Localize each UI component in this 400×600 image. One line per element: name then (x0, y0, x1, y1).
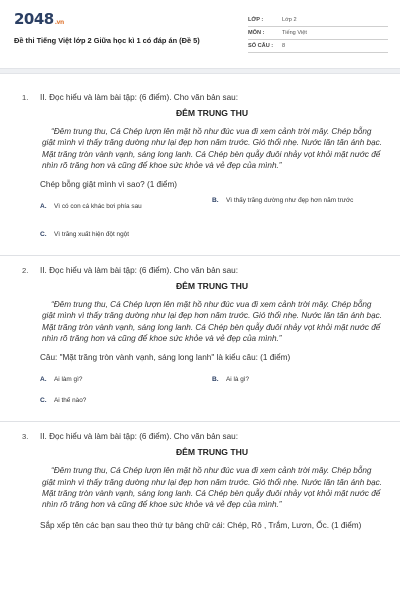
option-c[interactable] (40, 397, 200, 406)
meta-row-subject (248, 27, 388, 40)
question-prompt: Chép bỗng giật mình vì sao? (1 điểm) (40, 180, 177, 190)
option-a[interactable] (40, 376, 200, 385)
answer-options (40, 370, 384, 408)
meta-row-question-count (248, 40, 388, 53)
option-b[interactable] (212, 376, 362, 385)
passage-title: ĐÊM TRUNG THU (175, 281, 249, 292)
question-number: 2. (22, 266, 29, 276)
option-text: Vì thấy trăng dường như đẹp hơn năm trước (226, 197, 354, 205)
exam-meta-table (248, 14, 388, 53)
option-a[interactable] (40, 203, 200, 212)
passage-text: “Đêm trung thu, Cá Chép lượn lên mặt hồ như đúc vua đi xem cảnh trời mây. Chép bỗng giật mình vì thấy trăng dường như lại đẹp hơn năm trước. Gió thổi nhẹ. Nước lăn tăn ánh bạc. Mặt trăng tròn vành vạnh, sáng long lanh. Cá Chép bèn quẫy đuôi nhảy vọt khỏi mặt nước để nhìn rõ trăng hơn và cũng để khoe sức khỏe và vẻ đẹp của mình.” (42, 300, 383, 344)
question-prompt: Câu: "Mặt trăng tròn vành vạnh, sáng long lanh" là kiểu câu: (1 điểm) (40, 353, 291, 363)
option-text: Vì trăng xuất hiện đột ngột (54, 231, 129, 239)
question-number: 3. (22, 432, 29, 442)
meta-key: SỐ CÂU : (248, 43, 274, 49)
passage-title: ĐÊM TRUNG THU (175, 447, 249, 458)
question-separator (0, 421, 400, 422)
answer-options (40, 197, 384, 243)
option-c[interactable] (40, 231, 240, 240)
document-title: Đề thi Tiếng Việt lớp 2 Giữa học kì 1 có đáp án (Đề 5) (14, 36, 200, 45)
question-2 (0, 266, 400, 408)
meta-key: MÔN : (248, 30, 265, 36)
option-text: Ai thế nào? (54, 397, 87, 405)
option-text: Ai là gì? (226, 376, 250, 384)
passage-title: ĐÊM TRUNG THU (175, 108, 249, 118)
option-letter: B. (212, 197, 219, 205)
option-text: Vì có con cá khác bơi phía sau (54, 203, 142, 211)
meta-value: Tiếng Việt (282, 30, 307, 36)
logo-text: 2048 (14, 10, 54, 28)
passage-text: “Đêm trung thu, Cá Chép lượn lên mặt hồ như đúc vua đi xem cảnh trời mây. Chép bỗng giật mình vì thấy trăng dường như lại đẹp hơn năm trước. Gió thổi nhẹ. Nước lăn tăn ánh bạc. Mặt trăng tròn vành vạnh, sáng long lanh. Cá Chép bèn quẫy đuôi nhảy vọt khỏi mặt nước để nhìn rõ trăng hơn và cũng để khoe sức khỏe và vẻ đẹp của mình.” (42, 466, 383, 510)
option-text: Ai làm gì? (54, 376, 83, 384)
meta-value: Lớp 2 (282, 17, 297, 23)
option-b[interactable] (212, 197, 362, 206)
meta-key: LỚP : (248, 17, 264, 23)
question-prompt: Sắp xếp tên các bạn sau theo thứ tự bảng chữ cái: Chép, Rô , Trắm, Lươn, Ốc. (1 điểm) (40, 520, 362, 530)
option-letter: A. (40, 376, 47, 384)
question-separator (0, 255, 400, 256)
question-heading: II. Đọc hiểu và làm bài tập: (6 điểm). Cho văn bản sau: (40, 266, 238, 276)
question-1 (0, 93, 400, 243)
meta-value: 8 (282, 43, 286, 49)
option-letter: A. (40, 203, 47, 211)
page-header (0, 0, 400, 68)
option-letter: B. (212, 376, 219, 384)
logo-tld: .vn (54, 19, 64, 26)
option-letter: C. (40, 397, 47, 405)
header-divider (0, 68, 400, 74)
option-letter: C. (40, 231, 47, 239)
question-heading: II. Đọc hiểu và làm bài tập: (6 điểm). Cho văn bản sau: (40, 93, 238, 102)
question-heading: II. Đọc hiểu và làm bài tập: (6 điểm). Cho văn bản sau: (40, 432, 238, 442)
passage-text: “Đêm trung thu, Cá Chép lượn lên mặt hồ như đúc vua đi xem cảnh trời mây. Chép bỗng giật mình vì thấy trăng dường như lại đẹp hơn năm trước. Gió thổi nhẹ. Nước lăn tăn ánh bạc. Mặt trăng tròn vành vạnh, sáng long lanh. Cá Chép bèn quẫy đuôi nhảy vọt khỏi mặt nước để nhìn rõ trăng hơn và cũng để khoe sức khỏe và vẻ đẹp của mình.” (42, 127, 383, 170)
meta-row-grade (248, 14, 388, 27)
question-3 (0, 432, 400, 530)
question-number: 1. (22, 93, 29, 102)
